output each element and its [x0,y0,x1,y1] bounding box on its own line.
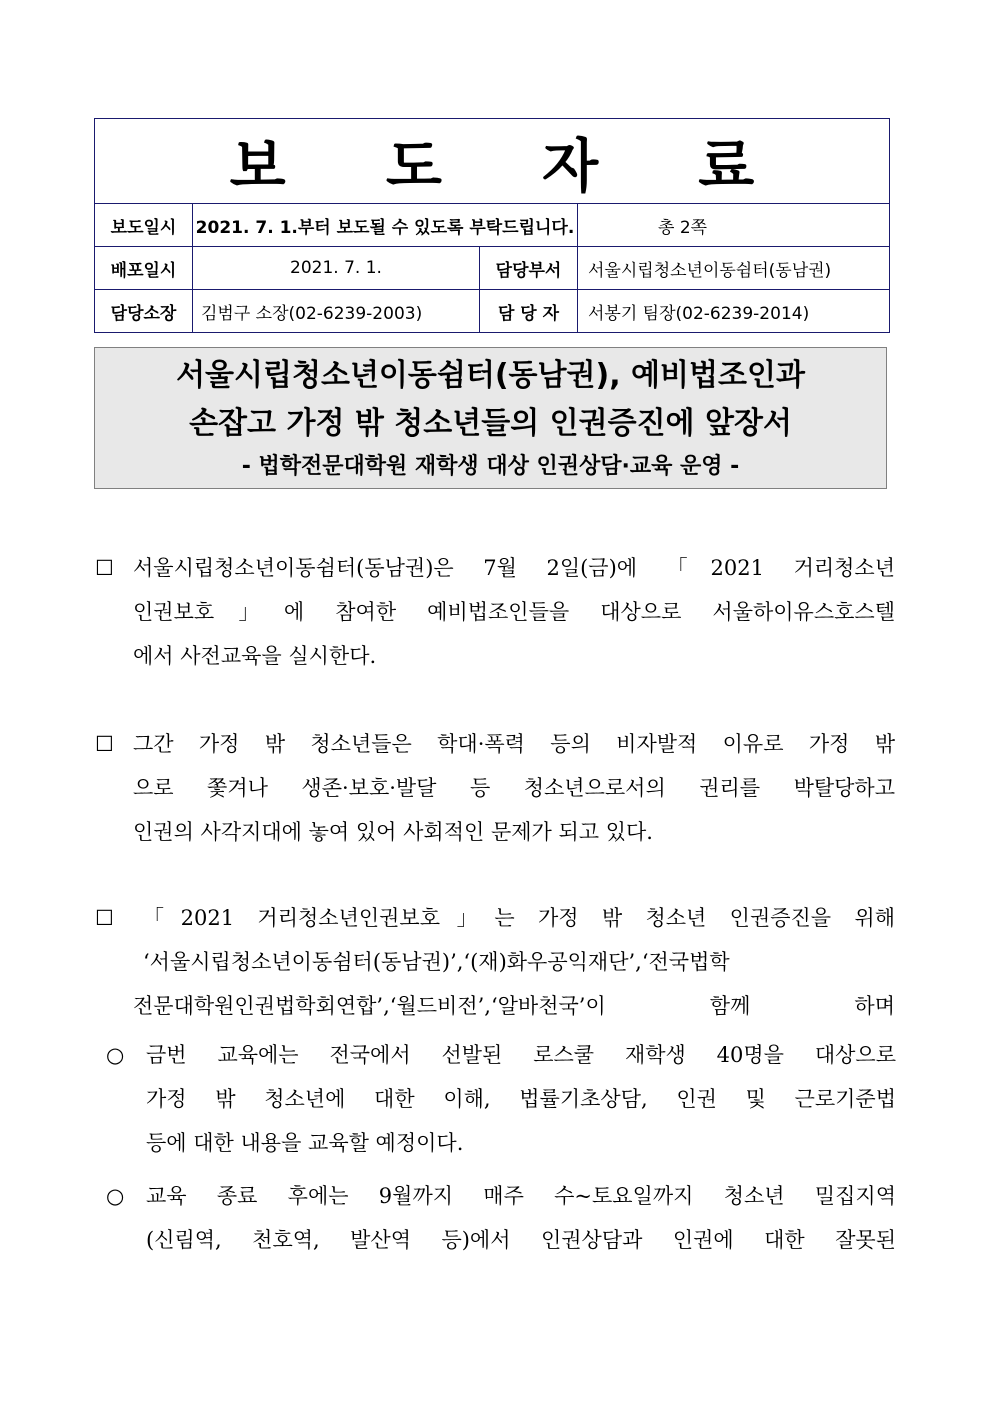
department-value: 서울시립청소년이동쉼터(동남권) [578,247,890,290]
director-value: 김범구 소장(02-6239-2003) [193,290,480,333]
distribution-date-label: 배포일시 [95,247,193,290]
headline-line-2: 손잡고 가정 밖 청소년들의 인권증진에 앞장서 [189,406,792,441]
paragraph-line: 서울시립청소년이동쉼터(동남권)은 7월 2일(금)에 「2021 거리청소년 [133,556,895,580]
contact-person-value: 서봉기 팀장(02-6239-2014) [578,290,890,333]
paragraph-line: 「2021 거리청소년인권보호」는 가정 밖 청소년 인권증진을 위해 [143,906,895,930]
department-label: 담당부서 [480,247,578,290]
paragraph-line: 가정 밖 청소년에 대한 이해, 법률기초상담, 인권 및 근로기준법 [146,1087,896,1111]
bullet-item-2 [106,1174,896,1262]
document-title: 보 도 자 료 [95,119,890,204]
paragraph-1 [95,546,895,678]
paragraph-line: 등에 대한 내용을 교육할 예정이다. [146,1131,464,1155]
circle-bullet-icon: ○ [106,1184,125,1208]
press-release-header-table [94,118,890,333]
checkbox-bullet-icon: ☐ [95,732,114,756]
release-date-label: 보도일시 [95,204,193,247]
release-date-value: 2021. 7. 1.부터 보도될 수 있도록 부탁드립니다. [193,204,578,247]
paragraph-2 [95,722,895,854]
paragraph-line: ‘서울시립청소년이동쉼터(동남권)’,‘(재)화우공익재단’,‘전국법학 [143,950,730,974]
director-label: 담당소장 [95,290,193,333]
checkbox-bullet-icon: ☐ [95,906,114,930]
paragraph-line: 인권의 사각지대에 놓여 있어 사회적인 문제가 되고 있다. [133,820,653,844]
paragraph-line: 으로 쫓겨나 생존·보호·발달 등 청소년으로서의 권리를 박탈당하고 [133,776,895,800]
paragraph-line: 교육 종료 후에는 9월까지 매주 수~토요일까지 청소년 밀집지역 [146,1184,896,1208]
headline-line-1: 서울시립청소년이동쉼터(동남권), 예비법조인과 [176,358,805,393]
paragraph-line: 인권보호」에 참여한 예비법조인들을 대상으로 서울하이유스호스텔 [133,600,895,624]
paragraph-line: 에서 사전교육을 실시한다. [133,644,377,668]
headline-box [94,347,887,489]
page-count: 총 2쪽 [578,204,890,247]
bullet-item-1 [106,1033,896,1165]
distribution-date-value: 2021. 7. 1. [193,247,480,290]
paragraph-line: 전문대학원인권법학회연합’,‘월드비전’,‘알바천국’이 함께 하며 [133,994,895,1018]
paragraph-line: 금번 교육에는 전국에서 선발된 로스쿨 재학생 40명을 대상으로 [146,1043,896,1067]
checkbox-bullet-icon: ☐ [95,556,114,580]
circle-bullet-icon: ○ [106,1043,125,1067]
paragraph-line: (신림역, 천호역, 발산역 등)에서 인권상담과 인권에 대한 잘못된 [146,1228,896,1252]
paragraph-line: 그간 가정 밖 청소년들은 학대·폭력 등의 비자발적 이유로 가정 밖 [133,732,895,756]
headline-subtitle: - 법학전문대학원 재학생 대상 인권상담·교육 운영 - [241,454,740,479]
contact-person-label: 담 당 자 [480,290,578,333]
paragraph-3 [95,896,895,1028]
